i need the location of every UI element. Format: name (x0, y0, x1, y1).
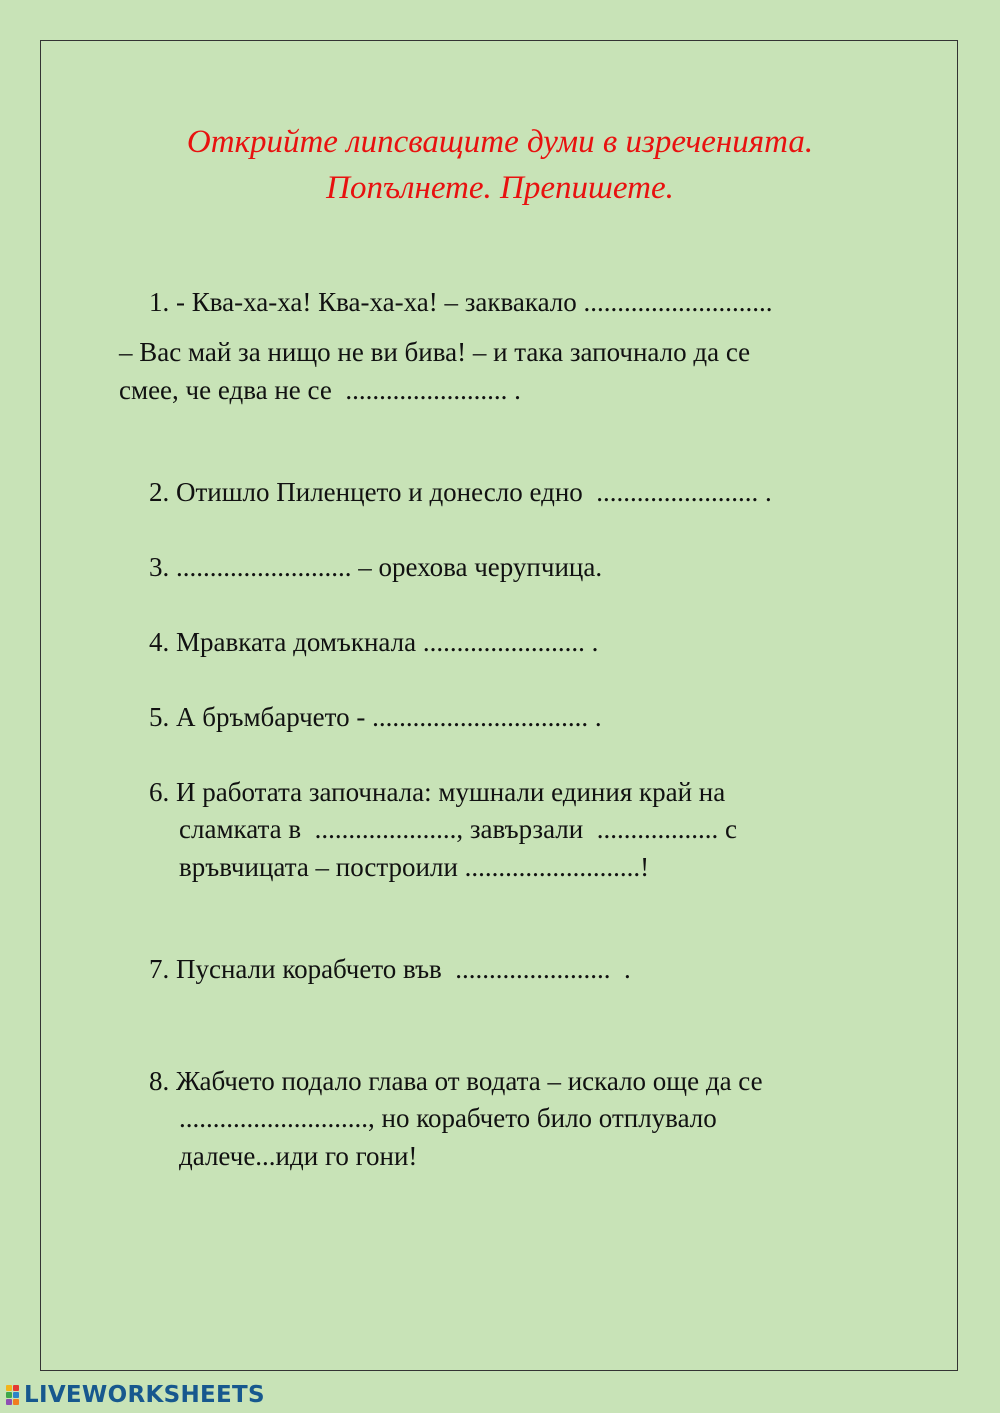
instruction-title-line-2: Попълнете. Препишете. (326, 170, 674, 206)
liveworksheets-logo (6, 1381, 265, 1409)
item-2-line-1: 2. Отишло Пиленцето и донесло едно ........................ . (149, 477, 772, 507)
instruction-title-line-1: Открийте липсващите думи в изреченията. (186, 124, 814, 160)
item-4-line-1: 4. Мравката домъкнала ........................ . (149, 627, 599, 657)
item-1-line-3: смее, че едва не се ........................ . (119, 375, 521, 405)
item-8-line-1: 8. Жабчето подало глава от водата – искало още да се (149, 1066, 763, 1096)
item-1-line-1: 1. - Ква-ха-ха! Ква-ха-ха! – заквакало ............................ (149, 287, 773, 317)
item-3-line-1: 3. .......................... – орехова черупчица. (149, 552, 603, 582)
item-5-line-1: 5. А бръмбарчето - ................................ . (149, 702, 602, 732)
item-8-line-2: ............................, но корабчето било отплувало (179, 1103, 717, 1133)
item-6-line-3: връвчицата – построили ..........................! (179, 852, 650, 882)
item-6-line-2: сламката в ....................., завързали .................. с (179, 814, 737, 844)
logo-blocks-icon (6, 1383, 22, 1407)
item-1-line-2: – Вас май за нищо не ви бива! – и така започнало да се (119, 337, 751, 367)
item-7-line-1: 7. Пуснали корабчето във ....................... . (149, 954, 631, 984)
logo-text: LIVEWORKSHEETS (24, 1382, 265, 1408)
item-8-line-3: далече...иди го гони! (179, 1141, 418, 1171)
item-6-line-1: 6. И работата започнала: мушнали единия край на (149, 777, 726, 807)
